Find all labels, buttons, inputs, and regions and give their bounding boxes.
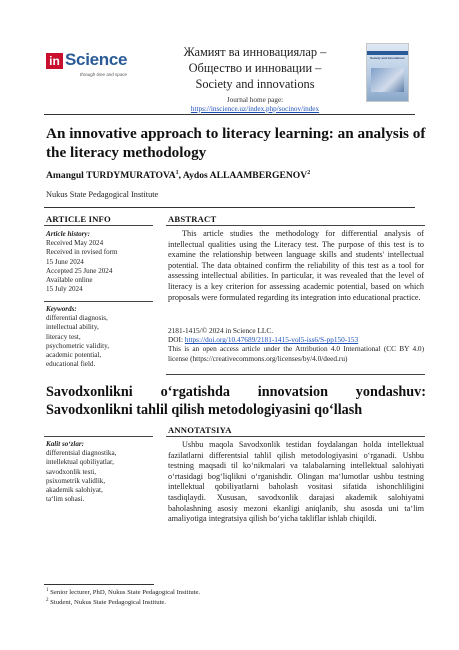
publication-meta bbox=[168, 326, 424, 363]
keyword-line: educational field. bbox=[46, 360, 96, 369]
license-line: This is an open access article under the Attribution 4.0 International (CC BY 4.0) license (https://creativecommons.org/licenses/by/4.0/deed.ru) bbox=[168, 344, 424, 363]
doi-link[interactable]: https://doi.org/10.47689/2181-1415-vol5-iss6/S-pp150-153 bbox=[184, 335, 359, 345]
uz-keyword-line: psixometrik validlik, bbox=[46, 476, 106, 485]
footnote-divider bbox=[44, 584, 154, 585]
article-title: An innovative approach to literacy learning: an analysis of the literacy methodology bbox=[46, 125, 426, 161]
history-line: Received in revised form bbox=[46, 248, 118, 257]
uzbek-article-title: Savodxonlikni oʻrgatishda innovatsion yondashuv: Savodxonlikni tahlil qilish metodologiyasini qoʻllash bbox=[46, 384, 426, 418]
article-history bbox=[46, 230, 151, 294]
history-rule bbox=[44, 301, 153, 302]
footnote-text: Senior lecturer, PhD, Nukus State Pedagogical Institute. bbox=[48, 589, 201, 597]
annotation-body bbox=[168, 440, 424, 525]
doi-label: DOI: bbox=[168, 335, 185, 345]
uz-keyword-line: intellektual qobiliyatlar, bbox=[46, 458, 114, 467]
keyword-line: literacy test, bbox=[46, 332, 81, 341]
authors-line bbox=[46, 170, 310, 181]
logo-science-text: Science bbox=[65, 50, 128, 69]
journal-title-line: Общество и инновации – bbox=[188, 61, 322, 75]
keyword-line: psychometric validity, bbox=[46, 341, 109, 350]
article-info-heading: ARTICLE INFO bbox=[46, 214, 111, 224]
author-affil-mark: 2 bbox=[307, 170, 311, 176]
uz-keyword-line: taʻlim sohasi. bbox=[46, 495, 85, 504]
footnote-1 bbox=[46, 588, 200, 596]
journal-title-line: Society and innovations bbox=[195, 77, 315, 91]
keyword-line: academic potential, bbox=[46, 351, 102, 360]
logo-in-mark: in bbox=[46, 53, 63, 69]
annotation-heading: ANNOTATSIYA bbox=[168, 425, 232, 435]
uz-keywords-label: Kalit soʻzlar: bbox=[46, 440, 85, 448]
doi-line bbox=[168, 335, 424, 344]
keyword-line: differential diagnosis, bbox=[46, 314, 108, 323]
author-name: Amangul TURDYMURATOVA bbox=[46, 170, 176, 182]
logo-tagline: through time and space bbox=[80, 72, 128, 77]
journal-title-line: Жамият ва инновациялар – bbox=[183, 45, 327, 59]
author-name: Aydos ALLAAMBERGENOV bbox=[182, 170, 308, 182]
history-line: Available online bbox=[46, 276, 93, 285]
author-separator: , bbox=[178, 170, 183, 182]
homepage-label: Journal home page: bbox=[226, 96, 284, 104]
header-divider bbox=[44, 114, 415, 115]
homepage-link[interactable]: https://inscience.uz/index.php/socinov/index bbox=[190, 105, 320, 113]
affiliation: Nukus State Pedagogical Institute bbox=[46, 190, 159, 199]
article-info-rule bbox=[44, 225, 153, 226]
footnote-text: Student, Nukus State Pedagogical Institute. bbox=[48, 599, 167, 607]
footnote-2 bbox=[46, 598, 166, 606]
cover-image bbox=[371, 68, 404, 92]
cover-title: Society and innovations bbox=[370, 56, 405, 60]
uz-keyword-line: differentsial diagnostika, bbox=[46, 449, 117, 458]
history-line: Accepted 25 June 2024 bbox=[46, 266, 113, 275]
journal-cover-thumbnail bbox=[366, 43, 409, 102]
uz-keyword-line: savodxonlik testi, bbox=[46, 467, 97, 476]
abstract-heading: ABSTRACT bbox=[168, 214, 217, 224]
history-line: 15 June 2024 bbox=[46, 257, 84, 266]
keywords bbox=[46, 305, 151, 369]
issn-line: 2181-1415/© 2024 in Science LLC. bbox=[168, 326, 274, 335]
journal-homepage bbox=[155, 96, 355, 114]
footnote-mark: 2 bbox=[46, 598, 49, 603]
history-line: 15 July 2024 bbox=[46, 285, 83, 294]
abstract-text: This article studies the methodology for differential analysis of intellectual qualities using the Literacy test. The purpose of this test is to examine the relationship between language skills and students' intellectual potential. The data obtained confirm the reliability of this test as a tool for assessing intellectual abilities. In particular, it was revealed that the level of literacy is a key criterion for assessing academic potential, based on which proposals were formulated regarding its integration into educational practice. bbox=[168, 229, 424, 302]
abstract-rule bbox=[166, 225, 425, 226]
history-label: Article history: bbox=[46, 230, 90, 238]
abstract-body bbox=[168, 229, 424, 303]
journal-title bbox=[155, 44, 355, 92]
uz-keywords-top-rule bbox=[44, 436, 153, 437]
keywords-label: Keywords: bbox=[46, 305, 77, 313]
abstract-bottom-rule bbox=[166, 374, 425, 375]
author-affil-mark: 1 bbox=[175, 170, 179, 176]
keyword-line: intellectual ability, bbox=[46, 323, 99, 332]
history-line: Received May 2024 bbox=[46, 239, 104, 248]
annotation-rule bbox=[166, 436, 425, 437]
authors-divider bbox=[44, 207, 415, 208]
uz-keywords bbox=[46, 440, 146, 504]
publisher-logo bbox=[46, 50, 146, 80]
uz-keyword-line: akademik salohiyat, bbox=[46, 486, 103, 495]
annotation-text: Ushbu maqola Savodxonlik testidan foydalangan holda intellektual fazilatlarni differentsial tahlil qilish metodologiyasini oʻrganadi. Ushbu testning maqsadi til koʻnikmalari va talabalarning intellektual salohiyati oʻrtasidagi bogʻliqlikni oʻrganishdir. Olingan maʻlumotlar ushbu testning intellektual qobiliyatlarni baholash vositasi sifatida ishonchliligini tasdiqlaydi. Xususan, savodxonlik darajasi akademik salohiyatni baholashning asosiy mezoni ekanligi aniqlanib, shu asosda uni taʻlim amaliyotiga integratsiya qilish boʻyicha takliflar ishlab chiqildi. bbox=[168, 440, 424, 524]
footnote-mark: 1 bbox=[46, 588, 49, 593]
